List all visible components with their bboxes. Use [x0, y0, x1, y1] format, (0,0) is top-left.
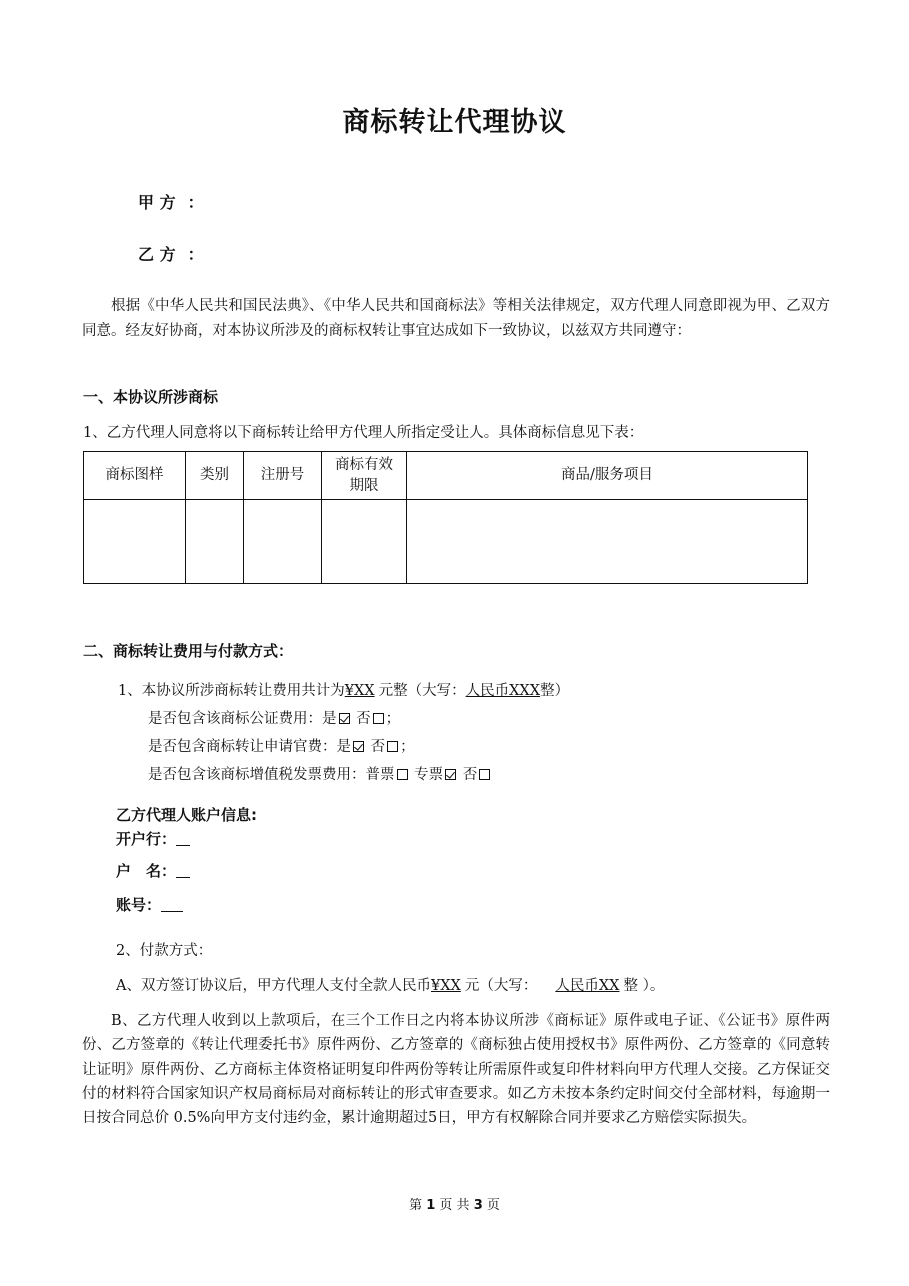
option-label: 是否包含该商标公证费用：: [148, 711, 322, 727]
table-cell: [186, 500, 244, 584]
fee-mid: 元整（大写：: [378, 683, 466, 699]
party-a-colon: ：: [187, 193, 204, 212]
payment-a-words: 人民币XX: [555, 978, 620, 994]
document-title: 商标转让代理协议: [342, 107, 567, 138]
footer-prefix: 第: [409, 1198, 423, 1213]
payment-a-mid: 元（大写：: [464, 978, 538, 994]
intro-paragraph: 根据《中华人民共和国民法典》、《中华人民共和国商标法》等相关法律规定，双方代理人同意即视为甲、乙双方同意。经友好协商，对本协议所涉及的商标权转让事宜达成如下一致协议，以兹双方共同遵守：: [82, 298, 830, 339]
choice-label: 否: [356, 711, 371, 727]
account-name-line: [116, 860, 190, 881]
footer-mid: 页 共: [439, 1198, 470, 1213]
account-heading: 乙方代理人账户信息:: [116, 806, 257, 824]
choice-label: 是: [322, 711, 337, 727]
payment-heading: 2、付款方式：: [116, 943, 213, 959]
table-row: [84, 500, 808, 584]
option-notary-fee: [148, 707, 400, 728]
party-a-label: 甲 方: [138, 193, 176, 212]
checkbox-unchecked[interactable]: [387, 741, 398, 752]
party-b-colon: ：: [187, 245, 204, 264]
option-official-fee: [148, 735, 415, 756]
option-label: 是否包含该商标增值税发票费用：: [148, 767, 366, 783]
option-invoice-fee: [148, 763, 492, 784]
fee-line: [118, 679, 569, 700]
trademark-table: [83, 451, 808, 584]
party-b-line: [138, 242, 204, 265]
fee-suffix: 整）: [540, 683, 570, 699]
fee-amount-words: 人民币XXX: [465, 683, 541, 699]
table-cell: [322, 500, 407, 584]
fee-prefix: 1、本协议所涉商标转让费用共计为: [118, 683, 345, 699]
account-number-line: [116, 894, 183, 915]
payment-a-line: [116, 974, 664, 995]
table-cell: [407, 500, 808, 584]
footer-suffix: 页: [486, 1198, 500, 1213]
bank-blank[interactable]: [176, 831, 190, 846]
account-number-blank[interactable]: [161, 897, 183, 912]
checkbox-checked[interactable]: [445, 769, 456, 780]
checkbox-checked[interactable]: [339, 713, 350, 724]
account-number-label: 账号：: [116, 896, 162, 914]
account-name-label: 户 名：: [116, 862, 177, 880]
party-a-line: [138, 190, 204, 213]
table-header-cell: 商标有效期限: [322, 452, 407, 500]
page-total: 3: [473, 1198, 483, 1213]
checkbox-checked[interactable]: [353, 741, 364, 752]
bank-line: [116, 828, 190, 849]
payment-a-suffix: 整 ）。: [623, 978, 665, 994]
section1-item1: 1、乙方代理人同意将以下商标转让给甲方代理人所指定受让人。具体商标信息见下表：: [83, 425, 644, 441]
page-footer: [0, 1194, 909, 1213]
fee-amount: ¥XX: [344, 683, 375, 699]
choice-label: 否: [462, 767, 478, 783]
table-cell: [84, 500, 186, 584]
party-b-label: 乙 方: [138, 245, 176, 264]
table-cell: [244, 500, 322, 584]
choice-label: 专票: [414, 767, 444, 783]
table-header-cell: 类别: [186, 452, 244, 500]
choice-label: 是: [336, 739, 351, 755]
option-end: ；: [400, 739, 415, 755]
option-label: 是否包含商标转让申请官费：: [148, 739, 337, 755]
payment-a-prefix: A、双方签订协议后，甲方代理人支付全款人民币: [116, 978, 431, 994]
section2-heading: 二、商标转让费用与付款方式：: [83, 642, 294, 660]
choice-label: 普票: [365, 767, 395, 783]
table-header-cell: 注册号: [244, 452, 322, 500]
table-header-cell: 商标图样: [84, 452, 186, 500]
checkbox-unchecked[interactable]: [373, 713, 384, 724]
choice-label: 否: [370, 739, 386, 755]
table-header-cell: 商品/服务项目: [407, 452, 808, 500]
option-end: ；: [385, 711, 401, 727]
bank-label: 开户行：: [116, 830, 177, 848]
checkbox-unchecked[interactable]: [479, 769, 490, 780]
section1-heading: 一、本协议所涉商标: [83, 388, 219, 406]
table-header-row: [84, 452, 808, 500]
payment-b-paragraph: B、乙方代理人收到以上款项后，在三个工作日之内将本协议所涉《商标证》原件或电子证、《公证书》原件两份、乙方签章的《转让代理委托书》原件两份、乙方签章的《商标独占使用授权书》原件两份、乙方签章的《同意转让证明》原件两份、乙方商标主体资格证明复印件两份等转让所需原件或复印件材料向甲方代理人交接。乙方保证交付的材料符合国家知识产权局商标局对商标转让的形式审查要求。如乙方未按本条约定时间交付全部材料，每逾期一日按合同总价 0.5%向甲方支付违约金，累计逾期超过5日，甲方有权解除合同并要求乙方赔偿实际损失。: [82, 1013, 830, 1127]
checkbox-unchecked[interactable]: [397, 769, 408, 780]
account-name-blank[interactable]: [176, 863, 190, 878]
page-number: 1: [426, 1198, 436, 1213]
payment-a-amount: ¥XX: [430, 978, 461, 994]
